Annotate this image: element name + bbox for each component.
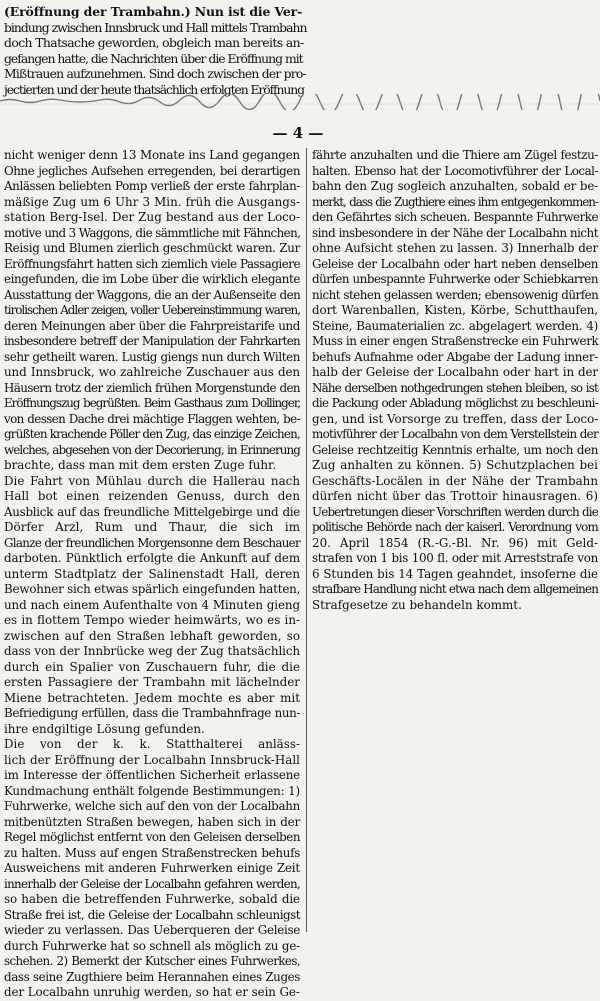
text-line: deren Meinungen aber über die Fahrpreistarife und: [4, 318, 300, 333]
text-line: gen, und ist Vorsorge zu treffen, dass der Loco-: [312, 411, 599, 426]
text-line: Geleise der Localbahn oder hart neben denselben: [312, 256, 598, 271]
text-line: insbesondere betreff der Manipulation der Fahrkarten: [4, 334, 300, 348]
text-line: Geschäfts-Locälen in der Nähe der Trambahn: [312, 473, 598, 488]
text-line: die Packung oder Abladung möglichst zu beschleuni-: [312, 396, 598, 410]
top-article-line: gefangen hatte, die Nachrichten über die Eröffnung mit: [4, 50, 303, 66]
text-line: Glanze der freundlichen Morgensonne dem Beschauer: [4, 535, 300, 550]
text-line: Geleise rechtzeitig Kenntnis erhalte, um noch den: [312, 442, 598, 457]
text-line: Dörfer Arzl, Rum und Thaur, die sich im: [4, 520, 300, 534]
top-article-line: doch Thatsache geworden, obgleich man bereits an-: [4, 35, 304, 51]
text-line: zwischen auf den Straßen lebhaft geworden, so: [4, 628, 300, 643]
text-line: mäßige Zug um 6 Uhr 3 Min. früh die Ausgangs-: [4, 194, 300, 209]
text-line: Zug anhalten zu können. 5) Schutzplachen bei: [312, 458, 598, 472]
text-line: station Berg-Isel. Der Zug bestand aus der Loco-: [4, 210, 300, 224]
text-line: Uebertretungen dieser Vorschriften werden durch die: [312, 504, 598, 519]
text-line: so haben die betreffenden Fuhrwerke, sobald die: [4, 892, 300, 906]
text-line: dass seine Zugthiere beim Herannahen eines Zuges: [4, 969, 300, 984]
text-line: Hall bot einen reizenden Genuss, durch den: [4, 489, 300, 503]
top-article-fragment: [4, 4, 306, 98]
text-line: tirolischen Adler zeigen, voller Uebereinstimmung waren,: [4, 303, 300, 317]
text-line: im Interesse der öffentlichen Sicherheit erlassene: [4, 768, 300, 782]
text-line: Ausweichens mit anderen Fuhrwerken einige Zeit: [4, 861, 300, 875]
text-line: Befriedigung erfüllen, dass die Trambahnfrage nun-: [4, 706, 300, 720]
text-line: und nach einem Aufenthalte von 4 Minuten gieng: [4, 597, 300, 612]
text-line: Fuhrwerke, welche sich auf den von der Localbahn: [4, 799, 300, 813]
text-line: darboten. Pünktlich erfolgte die Ankunft auf dem: [4, 551, 300, 565]
text-line: Ausblick auf das freundliche Mittelgebirge und die: [4, 504, 300, 519]
top-article-line: bindung zwischen Innsbruck und Hall mittels Trambahn: [4, 19, 307, 35]
text-line: den Gefährtes sich scheuen. Bespannte Fuhrwerke: [312, 210, 598, 224]
page-number: — 4 —: [272, 124, 324, 142]
text-line: sehr getheilt waren. Lustig giengs nun durch Wilten: [4, 349, 300, 364]
top-article-line: (Eröffnung der Trambahn.) Nun ist die Ver-: [4, 4, 303, 19]
text-line: nicht weniger denn 13 Monate ins Land gegangen: [4, 148, 300, 162]
text-line: durch ein Spalier von Zuschauern fuhr, die die: [4, 659, 300, 674]
text-line: halten. Ebenso hat der Locomotivführer der Local-: [312, 163, 598, 178]
text-line: 20. April 1854 (R.-G.-Bl. Nr. 96) mit Geld-: [312, 535, 598, 550]
top-article-line: Mißtrauen aufzunehmen. Sind doch zwischen der pro-: [4, 66, 306, 82]
text-line: dort Warenballen, Kisten, Körbe, Schutthaufen,: [312, 303, 598, 317]
text-line: nicht stehen gelassen werden; ebensowenig dürfen: [312, 287, 599, 302]
text-line: Ausstattung der Waggons, die an der Außenseite den: [4, 287, 301, 302]
text-line: motivführer der Localbahn von dem Verstellstein der: [312, 427, 598, 441]
text-line: und Innsbruck, wo zahlreiche Zuschauer aus den: [4, 365, 300, 379]
text-line: Ohne jegliches Aufsehen erregenden, bei derartigen: [4, 163, 300, 178]
text-line: dürfen unbespannte Fuhrwerke oder Schiebkarren: [312, 272, 598, 286]
text-line: Steine, Baumaterialien zc. abgelagert werden. 4): [312, 318, 598, 333]
text-line: eingefunden, die im Lobe über die wirklich elegante: [4, 272, 300, 286]
text-line: Eröffnungsfahrt hatten sich ziemlich viele Passagiere: [4, 256, 300, 271]
text-line: es in flottem Tempo wieder heimwärts, wo es in-: [4, 613, 300, 627]
text-line: grüßten krachende Pöller den Zug, das einzige Zeichen,: [4, 427, 300, 441]
text-line: mitbenützten Straßen bewegen, haben sich in der: [4, 814, 300, 829]
text-line: strafbare Handlung nicht etwa nach dem allgemeinen: [312, 582, 599, 596]
text-line: behufs Aufnahme oder Abgabe der Ladung inner-: [312, 349, 598, 364]
text-line: fährte anzuhalten und die Thiere am Zügel festzu-: [312, 148, 598, 162]
text-line: Eröffnungszug begrüßten. Beim Gasthaus zum Dollinger,: [4, 396, 300, 410]
column-divider: [306, 148, 307, 932]
text-line: Kundmachung enthält folgende Bestimmungen: 1): [4, 783, 300, 798]
text-line: schehen. 2) Bemerkt der Kutscher eines Fuhrwerkes,: [4, 954, 300, 968]
text-line: innerhalb der Geleise der Localbahn gefahren werden,: [4, 876, 300, 891]
text-line: Straße frei ist, die Geleise der Localbahn schleunigst: [4, 907, 300, 922]
right-column: [312, 148, 598, 613]
text-line: strafen von 1 bis 100 fl. oder mit Arreststrafe von: [312, 551, 598, 565]
text-line: brachte, dass man mit dem ersten Zuge fuhr.: [4, 458, 277, 472]
text-line: Die Fahrt von Mühlau durch die Hallerau nach: [4, 473, 300, 488]
text-line: merkt, dass die Zugthiere eines ihm entgegenkommen-: [312, 194, 598, 209]
text-line: Regel möglichst entfernt von den Geleisen derselben: [4, 830, 300, 844]
text-line: zu halten. Muss auf engen Straßenstrecken behufs: [4, 845, 300, 860]
text-line: ersten Passagiere der Trambahn mit lächelnder: [4, 675, 300, 689]
text-line: Muss in einer engen Straßenstrecke ein Fuhrwerk: [312, 334, 599, 348]
text-line: Bewohner sich etwas spärlich eingefunden hatten,: [4, 582, 301, 596]
text-line: 6 Stunden bis 14 Tagen geahndet, insoferne die: [312, 566, 598, 581]
text-line: durch Fuhrwerke hat so schnell als möglich zu ge-: [4, 938, 300, 953]
text-line: Reisig und Blumen zierlich geschmückt waren. Zur: [4, 241, 300, 255]
text-line: lich der Eröffnung der Localbahn Innsbruck-Hall: [4, 752, 300, 767]
torn-page-edge: [0, 94, 600, 110]
text-line: Miene betrachteten. Jedem mochte es aber mit: [4, 690, 300, 705]
text-line: politische Behörde nach der kaiserl. Verordnung vom: [312, 520, 598, 534]
text-line: Häusern trotz der ziemlich frühen Morgenstunde den: [4, 380, 300, 395]
text-line: Strafgesetze zu behandeln kommt.: [312, 597, 522, 612]
top-article-line: jectierten und der heute thatsächlich erfolgten Eröffnung: [4, 81, 305, 97]
left-column: [4, 148, 300, 1001]
text-line: motive und 3 Waggons, die sämmtliche mit Fähnchen,: [4, 225, 301, 240]
text-line: der Localbahn unruhig werden, so hat er sein Ge-: [4, 985, 300, 999]
text-line: wieder zu verlassen. Das Ueberqueren der Geleise: [4, 923, 300, 937]
text-line: sind insbesondere in der Nähe der Localbahn nicht: [312, 225, 598, 240]
text-line: ohne Aufsicht stehen zu lassen. 3) Innerhalb der: [312, 241, 598, 255]
text-line: dürfen nicht über das Trottoir hinausragen. 6): [312, 489, 598, 503]
text-line: bahn den Zug sogleich anzuhalten, sobald er be-: [312, 179, 598, 193]
text-line: Anlässen beliebten Pomp verließ der erste fahrplan-: [4, 179, 300, 193]
text-line: Nähe derselben nothgedrungen stehen bleiben, so ist: [312, 380, 598, 395]
text-line: welches, abgesehen von der Decorierung, in Erinnerung: [4, 442, 300, 457]
text-line: Die von der k. k. Statthalterei anläss-: [4, 737, 300, 751]
text-line: dass von der Innbrücke weg der Zug thatsächlich: [4, 644, 300, 658]
text-line: halb der Geleise der Localbahn oder hart in der: [312, 365, 598, 379]
text-line: ihre endgiltige Lösung gefunden.: [4, 721, 205, 736]
text-line: unterm Stadtplatz der Salinenstadt Hall, deren: [4, 566, 300, 581]
text-line: von dessen Dache drei mächtige Flaggen wehten, be-: [4, 411, 300, 426]
